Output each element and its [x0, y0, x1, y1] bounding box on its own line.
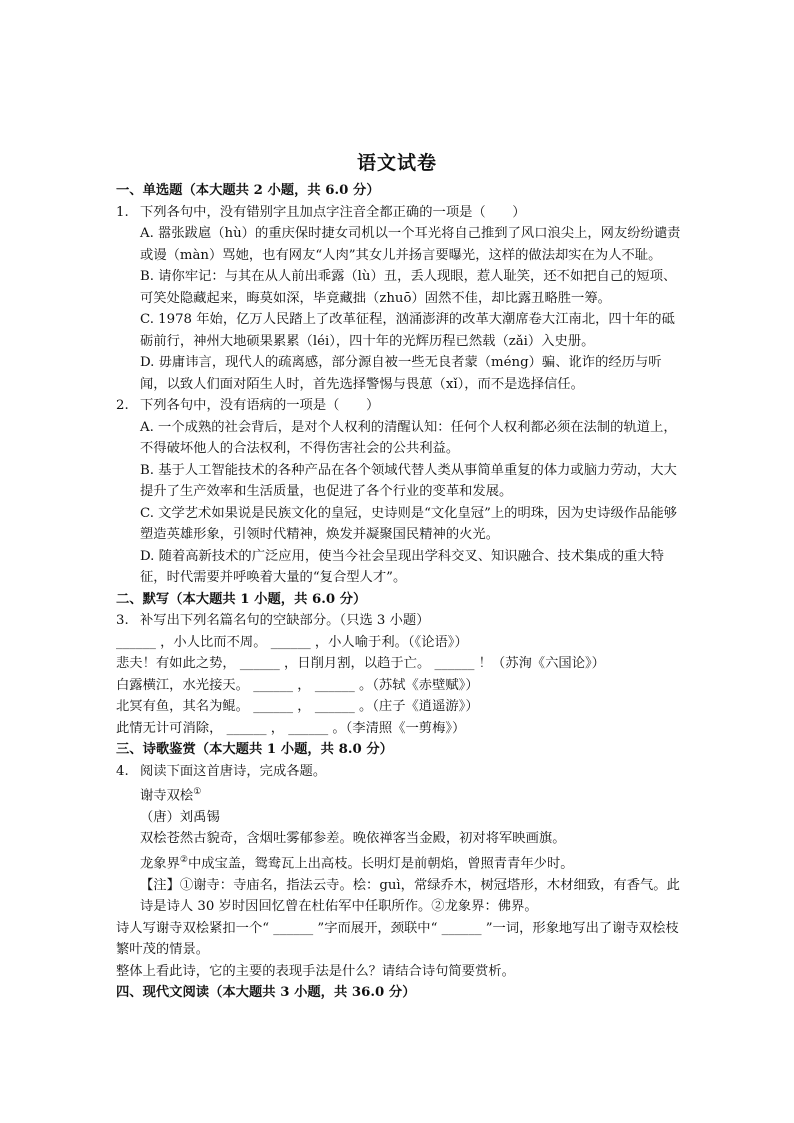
question-2-option-c: C. 文学艺术如果说是民族文化的皇冠，史诗则是“文化皇冠”上的明珠，因为史诗级作品能够塑造英雄形象，引领时代精神，焕发并凝聚国民精神的火光。 — [140, 505, 678, 542]
section-heading-4: 四、现代文阅读（本大题共 3 小题，共 36.0 分） — [116, 985, 416, 1001]
question-number: 2. — [116, 398, 129, 413]
question-4-stem — [116, 761, 682, 783]
sub-question-2: 整体上看此诗，它的主要的表现手法是什么？请结合诗句简要赏析。 — [116, 963, 515, 979]
poem-author: （唐）刘禹锡 — [140, 809, 220, 825]
question-stem: 补写出下列名篇名句的空缺部分。（只选 3 小题） — [140, 613, 430, 628]
question-stem: 阅读下面这首唐诗，完成各题。 — [140, 763, 327, 779]
exam-content — [116, 180, 682, 1004]
poem-title — [116, 782, 682, 807]
section-heading-2: 二、默写（本大题共 1 小题，共 6.0 分） — [116, 591, 367, 607]
page-title: 语文试卷 — [356, 152, 437, 174]
question-number: 1. — [116, 204, 129, 220]
question-1-option-b: B. 请你牢记：与其在从人前出乖露（lù）丑，丢人现眼，惹人耻笑，还不如把自己的短项、可笑处隐藏起来，晦莫如深，毕竟藏拙（zhuō）固然不佳，却比露丑略胜一筹。 — [140, 269, 677, 306]
question-1-option-d: D. 毋庸讳言，现代人的疏离感，部分源自被一些无良者蒙（méng）骗、讹诈的经历与听闻，以致人们面对陌生人时，首先选择警惕与畏葸（xǐ），而不是选择信任。 — [140, 355, 662, 392]
question-1-stem — [116, 202, 682, 224]
question-1-option-c: C. 1978 年始，亿万人民踏上了改革征程，汹涌澎湃的改革大潮席卷大江南北，四十年的砥砺前行，神州大地硕果累累（léi），四十年的光辉历程已然载（zǎi）入史册。 — [140, 312, 675, 349]
poem-line-1: 双桧苍然古貌奇，含烟吐雾郁参差。晚依禅客当金殿，初对将军映画旗。 — [140, 831, 566, 847]
question-number: 3. — [116, 613, 129, 628]
question-stem: 下列各句中，没有错别字且加点字注音全都正确的一项是（ ） — [140, 204, 526, 220]
section-heading-3: 三、诗歌鉴赏（本大题共 1 小题，共 8.0 分） — [116, 742, 393, 757]
fill-blank-line-3: 白露横江，水光接天。 ______ ， ______ 。（苏轼《赤壁赋》） — [116, 677, 479, 693]
question-2-option-b: B. 基于人工智能技术的各种产品在各个领域代替人类从事简单重复的体力或脑力劳动，大大提升了生产效率和生活质量，也促进了各个行业的变革和发展。 — [140, 462, 677, 499]
poem-line-2-end: 中成宝盖，鸳鸯瓦上出高枝。长明灯是前朝焰，曾照青青年少时。 — [187, 856, 574, 872]
poem-line-2-start: 龙象界 — [140, 856, 180, 872]
fill-blank-line-1: ______ ，小人比而不周。 ______ ，小人喻于利。（《论语》） — [116, 634, 468, 650]
poem-title-text: 谢寺双桧 — [140, 788, 194, 804]
question-2-option-d: D. 随着高新技术的广泛应用，使当今社会呈现出学科交叉、知识融合、技术集成的重大特征，时代需要并呼唤着大量的“复合型人才”。 — [140, 548, 664, 585]
footnote-marker-1: ① — [193, 787, 202, 797]
question-stem: 下列各句中，没有语病的一项是（ ） — [140, 398, 380, 413]
fill-blank-line-2: 悲夫！有如此之势， ______ ，日削月割，以趋于亡。 ______ ！（苏洵《六国论》） — [116, 656, 605, 671]
section-heading-1: 一、单选题（本大题共 2 小题，共 6.0 分） — [116, 183, 380, 198]
fill-blank-line-5: 此情无计可消除， ______ ， ______ 。（李清照《一剪梅》） — [116, 720, 466, 736]
poem-note: 【注】①谢寺：寺庙名，指法云寺。桧：guì，常绿乔木，树冠塔形，木材细致，有香气。此诗是诗人 30 岁时因回忆曾在杜佑军中任职所作。②龙象界：佛界。 — [140, 877, 680, 915]
fill-blank-line-4: 北冥有鱼，其名为鲲。 ______ ， ______ 。（庄子《逍遥游》） — [116, 699, 479, 714]
footnote-marker-2: ② — [179, 854, 188, 865]
question-2-option-a: A. 一个成熟的社会背后，是对个人权利的清醒认知：任何个人权利都必须在法制的轨道上，不得破坏他人的合法权利，不得伤害社会的公共利益。 — [140, 419, 677, 456]
question-3-stem — [116, 610, 682, 632]
question-number: 4. — [116, 763, 129, 779]
poem-line-2 — [116, 850, 682, 875]
sub-question-1: 诗人写谢寺双桧紧扣一个“ ______ ”字而展开，颈联中“ ______ ”一词，形象地写出了谢寺双桧枝繁叶茂的情景。 — [116, 920, 679, 958]
question-2-stem — [116, 395, 682, 417]
question-1-option-a: A. 嚣张跋扈（hù）的重庆保时捷女司机以一个耳光将自己推到了风口浪尖上，网友纷纷谴责或谩（màn）骂她，也有网友“人肉”其女儿并扬言要曝光，这样的做法却实在为人不耻。 — [140, 226, 681, 263]
